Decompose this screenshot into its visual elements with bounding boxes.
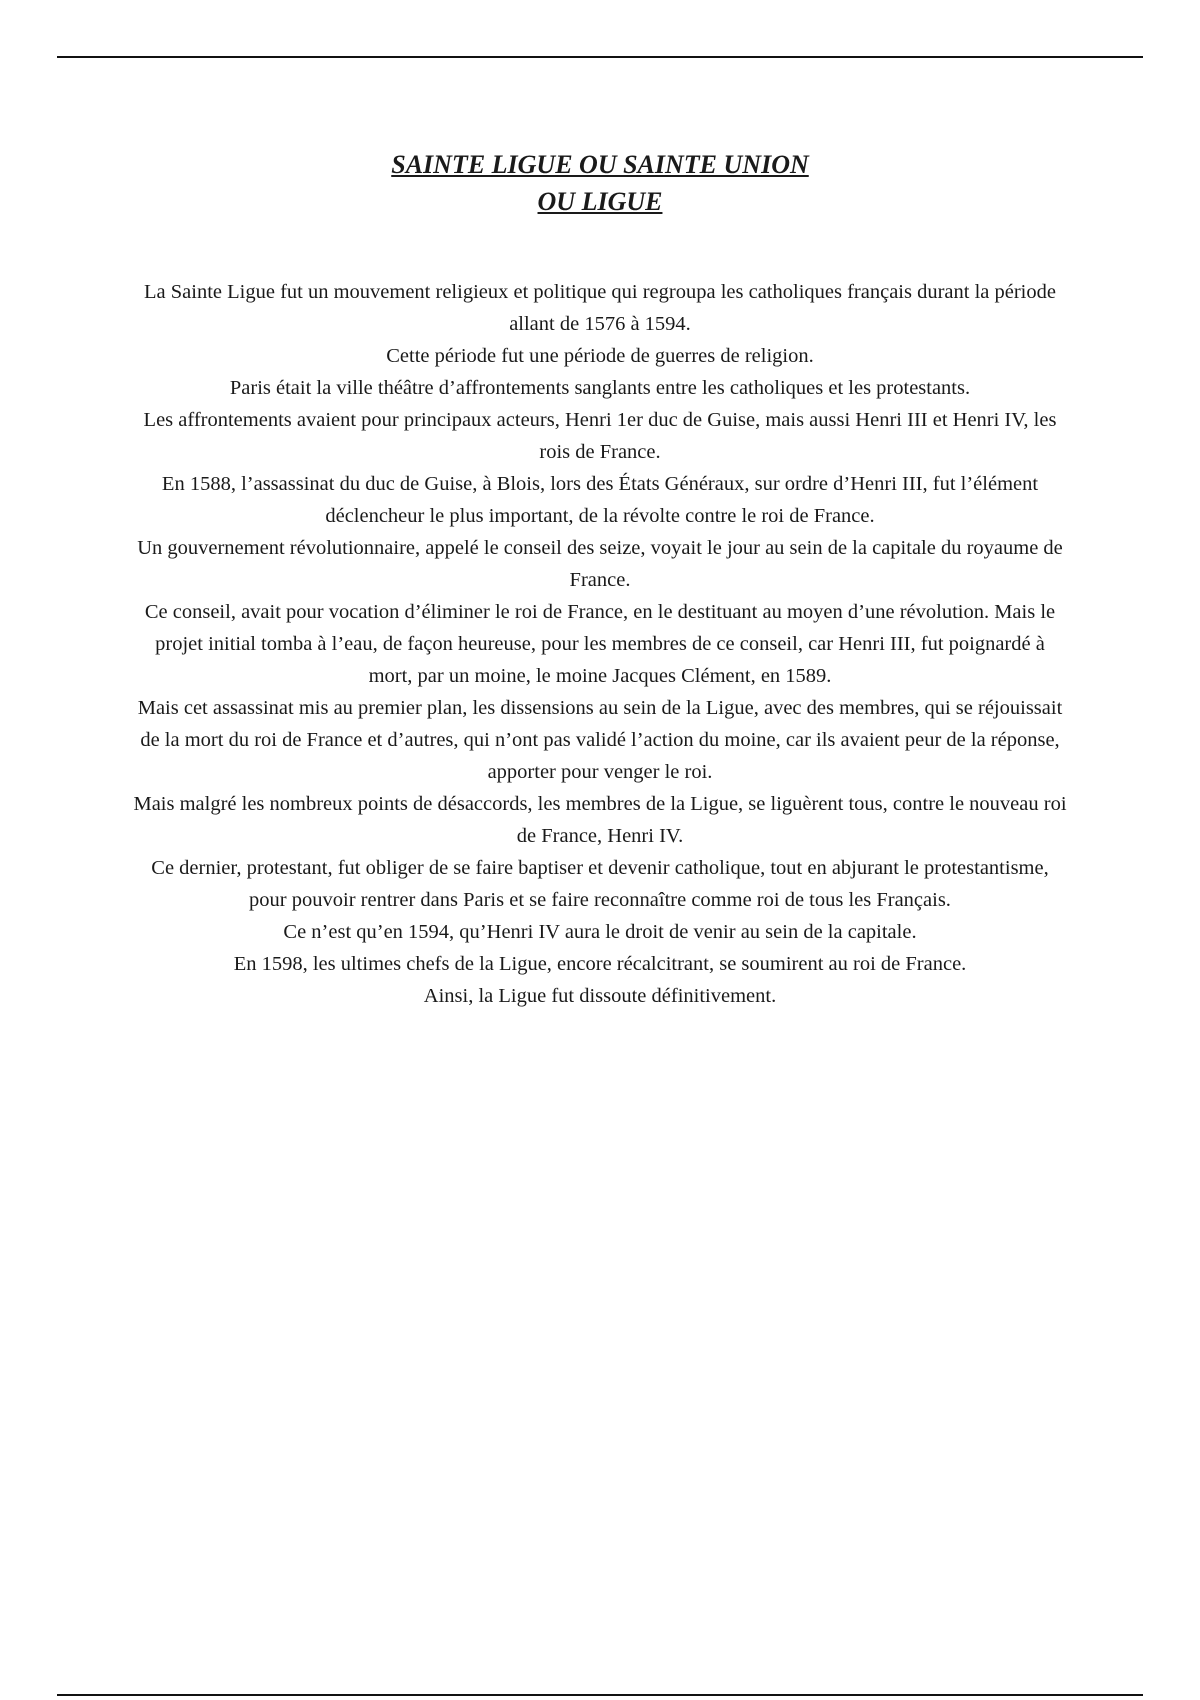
title-line-1: SAINTE LIGUE OU SAINTE UNION — [391, 150, 809, 179]
title-line-2: OU LIGUE — [537, 187, 663, 216]
paragraph: Ainsi, la Ligue fut dissoute définitivement. — [423, 985, 777, 1007]
paragraph: Les affrontements avaient pour principaux acteurs, Henri 1er duc de Guise, mais aussi Henri III et Henri IV, les rois de France. — [143, 409, 1057, 463]
footer-rule — [57, 1694, 1143, 1696]
paragraph: La Sainte Ligue fut un mouvement religieux et politique qui regroupa les catholiques français durant la période allant de 1576 à 1594. — [144, 281, 1056, 335]
header-rule — [57, 56, 1143, 58]
paragraph: Mais cet assassinat mis au premier plan, les dissensions au sein de la Ligue, avec des membres, qui se réjouissait de la mort du roi de France et d’autres, qui n’ont pas validé l’action du moine, car ils avaient peur de la réponse, apporter pour venger le roi. — [137, 697, 1063, 783]
document-title — [100, 146, 1100, 220]
paragraph: Ce conseil, avait pour vocation d’éliminer le roi de France, en le destituant au moyen d’une révolution. Mais le projet initial tomba à l’eau, de façon heureuse, pour les membres de ce conseil, car Henri III, fut poignardé à mort, par un moine, le moine Jacques Clément, en 1589. — [144, 601, 1056, 687]
paragraph: Un gouvernement révolutionnaire, appelé le conseil des seize, voyait le jour au sein de la capitale du royaume de France. — [137, 537, 1063, 591]
paragraph: Ce dernier, protestant, fut obliger de se faire baptiser et devenir catholique, tout en abjurant le protestantisme, pour pouvoir rentrer dans Paris et se faire reconnaître comme roi de tous les Français. — [151, 857, 1049, 911]
document-body — [132, 276, 1068, 1012]
paragraph: Paris était la ville théâtre d’affrontements sanglants entre les catholiques et les protestants. — [229, 377, 971, 399]
paragraph: En 1598, les ultimes chefs de la Ligue, encore récalcitrant, se soumirent au roi de France. — [233, 953, 967, 975]
paragraph: Ce n’est qu’en 1594, qu’Henri IV aura le droit de venir au sein de la capitale. — [283, 921, 917, 943]
paragraph: Cette période fut une période de guerres de religion. — [386, 345, 814, 367]
paragraph: Mais malgré les nombreux points de désaccords, les membres de la Ligue, se liguèrent tous, contre le nouveau roi de France, Henri IV. — [133, 793, 1067, 847]
paragraph: En 1588, l’assassinat du duc de Guise, à Blois, lors des États Généraux, sur ordre d’Henri III, fut l’élément déclencheur le plus important, de la révolte contre le roi de France. — [161, 473, 1039, 527]
